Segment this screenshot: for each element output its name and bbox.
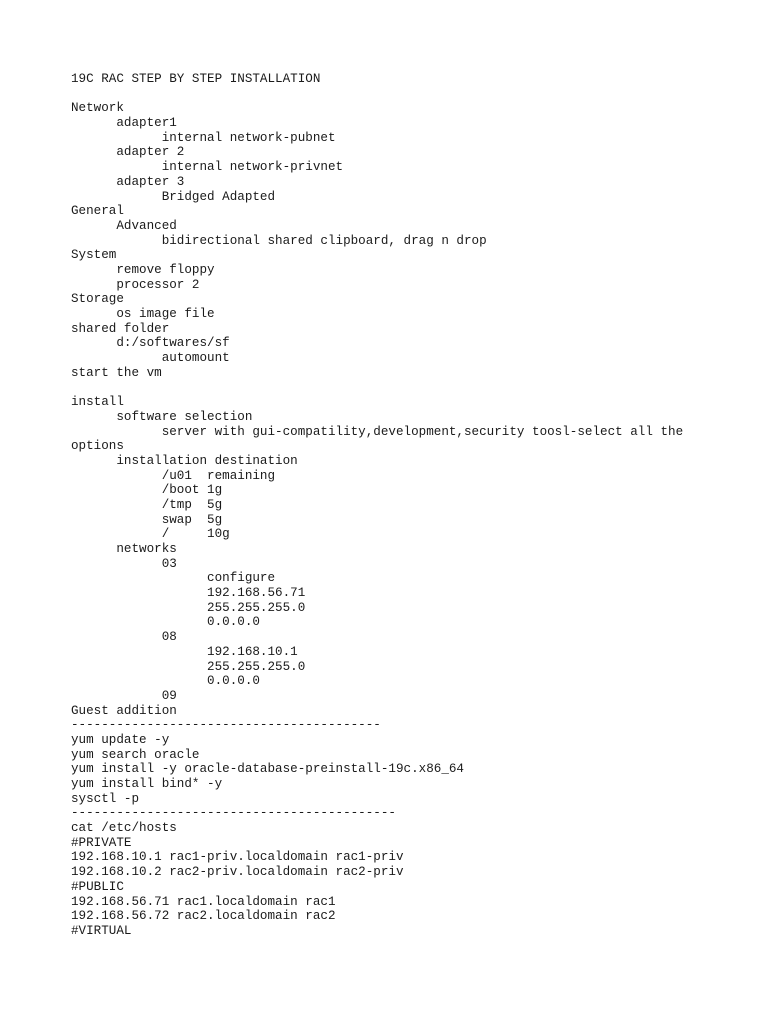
document-line: System xyxy=(71,248,117,263)
document-line: remove floppy xyxy=(71,262,215,277)
document-line: software selection xyxy=(71,409,253,424)
document-line: cat /etc/hosts xyxy=(71,821,177,836)
document-line: os image file xyxy=(71,307,215,321)
document-line: installation destination xyxy=(71,453,298,468)
document-title: 19C RAC STEP BY STEP INSTALLATION xyxy=(71,72,321,86)
document-line: 192.168.10.2 rac2-priv.localdomain rac2-priv xyxy=(71,865,404,880)
document-line: options xyxy=(71,439,124,454)
document-line: 08 xyxy=(71,630,177,645)
document-line: /tmp 5g xyxy=(71,497,223,512)
document-line: shared folder xyxy=(71,321,170,336)
document-line: /boot 1g xyxy=(71,483,223,498)
document-line: #VIRTUAL xyxy=(71,923,132,938)
document-line: swap 5g xyxy=(71,512,223,527)
document-line: yum install -y oracle-database-preinstall-19c.x86_64 xyxy=(71,762,464,777)
document-line: Advanced xyxy=(71,218,177,233)
document-line: /u01 remaining xyxy=(71,468,276,483)
document-line: server with gui-compatility,development,security toosl-select all the xyxy=(71,424,684,439)
document-line: yum search oracle xyxy=(71,747,200,762)
document-line: 09 xyxy=(71,688,177,703)
document-line: ----------------------------------------- xyxy=(71,718,381,733)
document-line: Guest addition xyxy=(71,703,177,718)
document-line: adapter1 xyxy=(71,116,177,131)
document-line: #PUBLIC xyxy=(71,879,124,894)
document-line: 0.0.0.0 xyxy=(71,615,260,630)
document-line: start the vm xyxy=(71,365,162,380)
document-line: internal network-privnet xyxy=(71,160,344,175)
document-line: General xyxy=(71,204,124,219)
document-body xyxy=(71,72,683,939)
document-line: d:/softwares/sf xyxy=(71,336,230,351)
document-line: install xyxy=(71,395,124,410)
document-line: bidirectional shared clipboard, drag n drop xyxy=(71,233,487,248)
document-line: 192.168.56.71 rac1.localdomain rac1 xyxy=(71,894,336,909)
document-line: Network xyxy=(71,101,124,116)
document-line: 192.168.10.1 rac1-priv.localdomain rac1-priv xyxy=(71,850,404,865)
document-line: 192.168.56.72 rac2.localdomain rac2 xyxy=(71,909,336,924)
document-line: 0.0.0.0 xyxy=(71,674,260,689)
document-line xyxy=(71,380,683,395)
document-line: sysctl -p xyxy=(71,791,140,806)
document-line: 03 xyxy=(71,556,177,571)
document-line: 192.168.56.71 xyxy=(71,586,306,601)
document-line: adapter 2 xyxy=(71,145,185,160)
document-line: processor 2 xyxy=(71,277,200,292)
document-line xyxy=(71,87,683,102)
document-line: automount xyxy=(71,351,230,366)
document-line: yum install bind* -y xyxy=(71,777,223,791)
document-line: 255.255.255.0 xyxy=(71,600,306,615)
document-line: 255.255.255.0 xyxy=(71,659,306,674)
document-line: / 10g xyxy=(71,527,230,542)
document-line: Storage xyxy=(71,292,124,307)
document-line: configure xyxy=(71,571,276,586)
document-line: Bridged Adapted xyxy=(71,189,276,204)
document-line: adapter 3 xyxy=(71,174,185,189)
document-line: #PRIVATE xyxy=(71,835,132,850)
document-line: yum update -y xyxy=(71,732,170,747)
document-line: ------------------------------------------- xyxy=(71,806,396,821)
document-line: networks xyxy=(71,542,177,556)
document-line: 192.168.10.1 xyxy=(71,644,298,659)
document-line: internal network-pubnet xyxy=(71,130,336,145)
